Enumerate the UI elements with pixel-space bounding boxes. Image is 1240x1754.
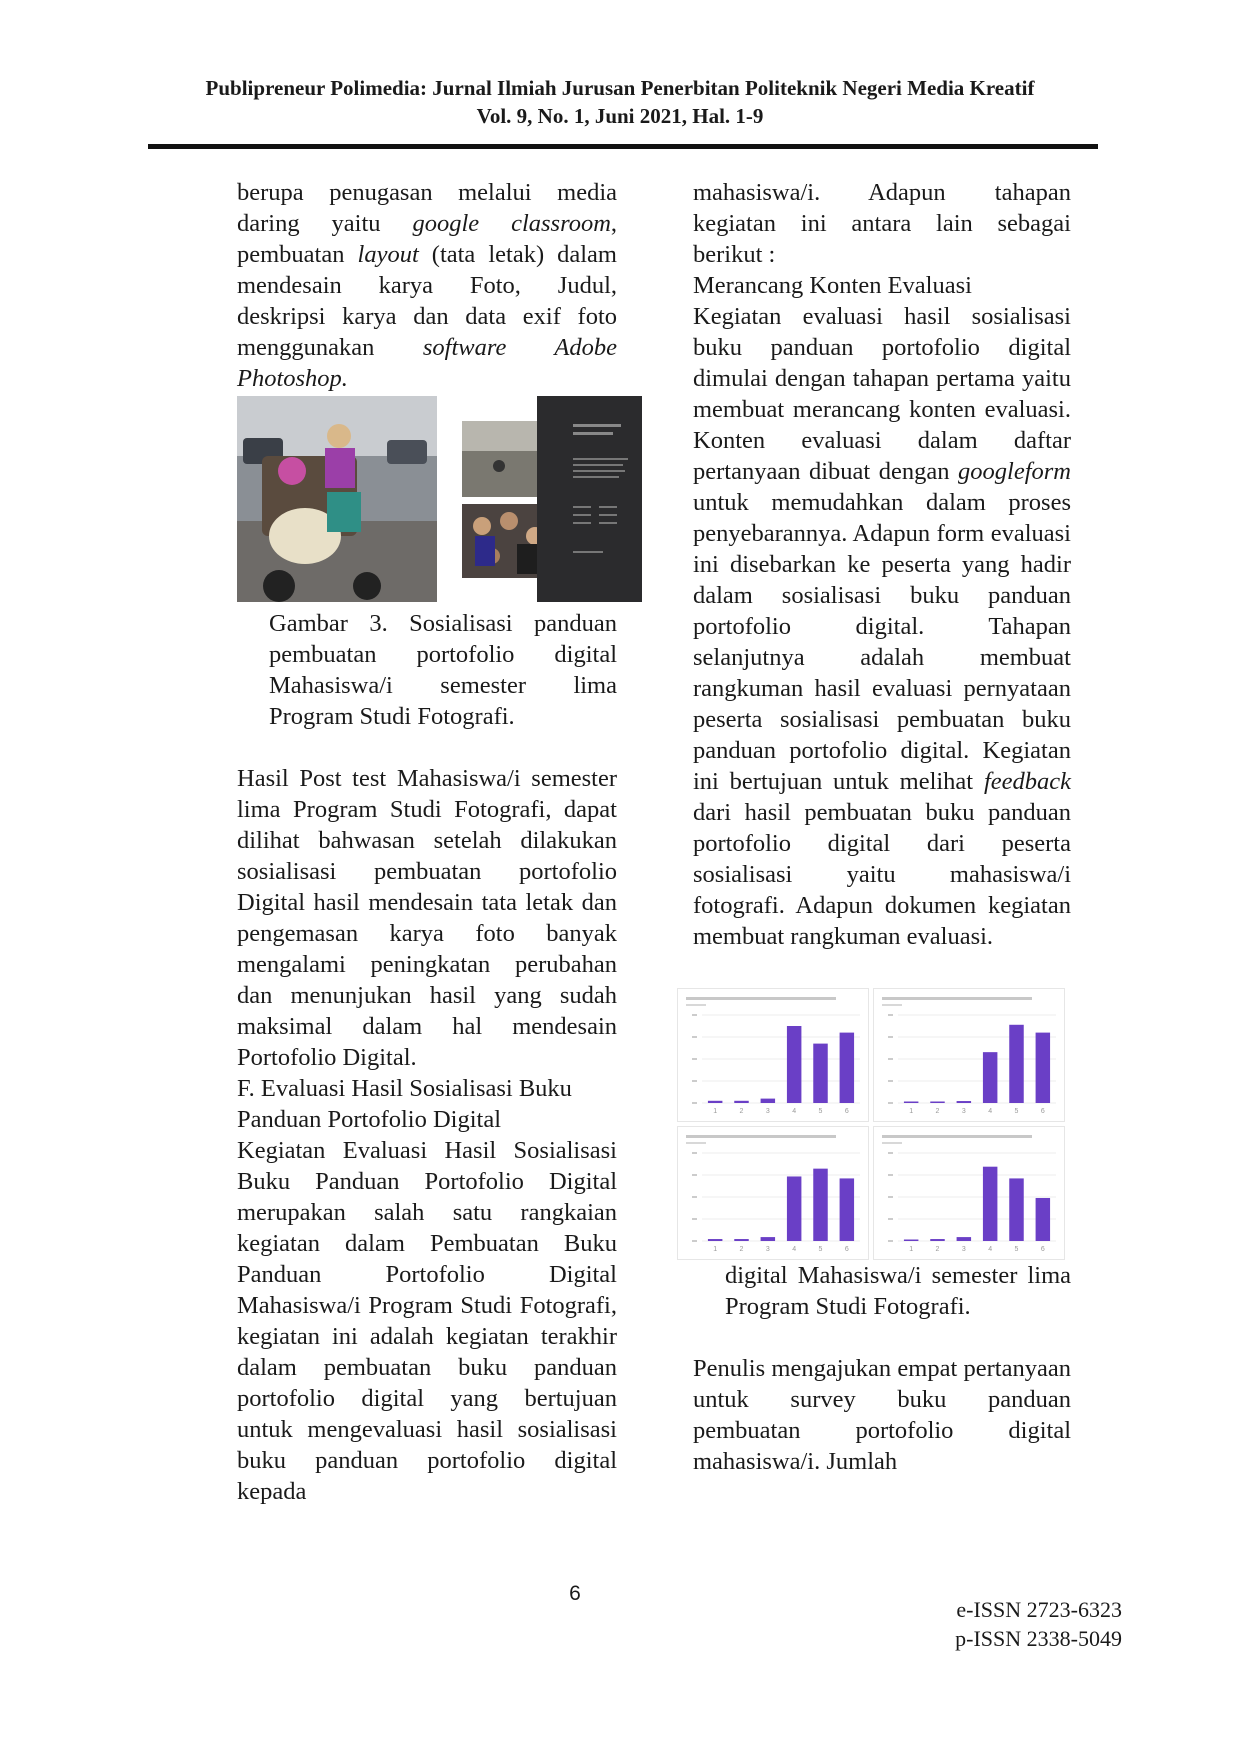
y-tick	[692, 1196, 697, 1198]
y-tick	[692, 1058, 697, 1060]
x-tick-label: 1	[713, 1108, 718, 1115]
journal-volume: Vol. 9, No. 1, Juni 2021, Hal. 1-9	[476, 104, 764, 128]
x-tick-label: 2	[935, 1246, 940, 1253]
x-tick-label: 1	[909, 1108, 914, 1115]
y-tick	[692, 1218, 697, 1220]
e-issn: e-ISSN 2723-6323	[956, 1597, 1122, 1622]
right-column	[693, 177, 1071, 1477]
y-tick	[692, 1152, 697, 1154]
x-tick-label: 5	[818, 1246, 823, 1253]
bar	[957, 1237, 971, 1241]
chart-subtitle-line	[686, 1142, 706, 1144]
bar-chart-1	[677, 988, 869, 1122]
bar	[930, 1102, 944, 1104]
chart-subtitle-line	[686, 1004, 706, 1006]
y-tick	[692, 1014, 697, 1016]
bar	[813, 1044, 827, 1103]
chart-subtitle-line	[882, 1142, 902, 1144]
y-tick	[888, 1058, 893, 1060]
bar	[840, 1033, 854, 1103]
y-tick	[888, 1174, 893, 1176]
figure-4-caption: digital Mahasiswa/i semester lima Program Studi Fotografi.	[725, 1262, 1071, 1320]
journal-title: Publipreneur Polimedia: Jurnal Ilmiah Jurusan Penerbitan Politeknik Negeri Media Kreatif	[205, 76, 1035, 100]
y-tick	[888, 1014, 893, 1016]
y-tick	[888, 1102, 893, 1104]
chart-question-line	[882, 997, 1032, 1000]
bar	[761, 1237, 775, 1241]
x-tick-label: 2	[935, 1108, 940, 1115]
y-tick	[888, 1196, 893, 1198]
y-tick	[888, 1218, 893, 1220]
x-tick-label: 1	[909, 1246, 914, 1253]
page-number: 6	[569, 1582, 581, 1605]
chart-question-line	[686, 997, 836, 1000]
x-tick-label: 3	[961, 1246, 966, 1253]
x-tick-label: 6	[1040, 1246, 1045, 1253]
bar	[708, 1239, 722, 1241]
bar	[813, 1169, 827, 1241]
x-tick-label: 1	[713, 1246, 718, 1253]
bar-chart-4	[873, 1126, 1065, 1260]
figure-3-photos	[237, 396, 642, 602]
x-tick-label: 6	[1040, 1108, 1045, 1115]
x-tick-label: 4	[792, 1246, 797, 1253]
right-paragraph-1: mahasiswa/i. Adapun tahapan kegiatan ini antara lain sebagai berikut :	[693, 179, 1071, 268]
x-tick-label: 2	[739, 1246, 744, 1253]
bar	[1009, 1025, 1023, 1103]
x-tick-label: 3	[961, 1108, 966, 1115]
section-heading-f: F. Evaluasi Hasil Sosialisasi Buku Panduan Portofolio Digital	[237, 1075, 572, 1133]
y-tick	[888, 1152, 893, 1154]
y-tick	[692, 1174, 697, 1176]
bar	[1036, 1198, 1050, 1241]
y-tick	[692, 1102, 697, 1104]
header-rule	[148, 144, 1098, 149]
chart-subtitle-line	[882, 1004, 902, 1006]
x-tick-label: 5	[818, 1108, 823, 1115]
bar	[734, 1239, 748, 1241]
bar	[734, 1101, 748, 1103]
bar	[983, 1167, 997, 1241]
bar	[1009, 1178, 1023, 1241]
x-tick-label: 6	[844, 1246, 849, 1253]
figure-4-charts	[677, 988, 1077, 1264]
left-paragraph-1: berupa penugasan melalui media daring yaitu google classroom, pembuatan layout (tata letak) dalam mendesain karya Foto, Judul, deskripsi karya dan data exif foto menggunakan software Adobe Photoshop.	[237, 179, 618, 392]
issn-block	[955, 1595, 1122, 1653]
x-tick-label: 5	[1014, 1108, 1019, 1115]
left-paragraph-2: Hasil Post test Mahasiswa/i semester lima Program Studi Fotografi, dapat dilihat bahwasan setelah dilakukan sosialisasi pembuatan portofolio Digital hasil mendesain tata letak dan pengemasan karya foto banyak mengalami peningkatan perubahan dan menunjukan hasil yang sudah maksimal dalam hal mendesain Portofolio Digital.	[237, 765, 617, 1071]
y-tick	[692, 1036, 697, 1038]
y-tick	[888, 1080, 893, 1082]
x-tick-label: 3	[765, 1108, 770, 1115]
chart-question-line	[882, 1135, 1032, 1138]
x-tick-label: 6	[844, 1108, 849, 1115]
bar	[983, 1052, 997, 1103]
bar	[761, 1099, 775, 1103]
bar	[957, 1101, 971, 1103]
x-tick-label: 3	[765, 1246, 770, 1253]
x-tick-label: 2	[739, 1108, 744, 1115]
bar	[787, 1176, 801, 1241]
chart-question-line	[686, 1135, 836, 1138]
journal-header	[0, 74, 1240, 130]
left-column	[237, 177, 617, 1507]
bar	[904, 1102, 918, 1104]
bar-chart-2	[873, 988, 1065, 1122]
bar	[1036, 1033, 1050, 1103]
x-tick-label: 4	[988, 1108, 993, 1115]
y-tick	[888, 1036, 893, 1038]
right-paragraph-3: Penulis mengajukan empat pertanyaan untuk survey buku panduan pembuatan portofolio digital mahasiswa/i. Jumlah	[693, 1355, 1071, 1475]
bar	[840, 1178, 854, 1241]
y-tick	[888, 1240, 893, 1242]
left-paragraph-3: Kegiatan Evaluasi Hasil Sosialisasi Buku Panduan Portofolio Digital merupakan salah satu rangkaian kegiatan dalam Pembuatan Buku Panduan Portofolio Digital Mahasiswa/i Program Studi Fotografi, kegiatan ini adalah kegiatan terakhir dalam pembuatan buku panduan portofolio digital yang bertujuan untuk mengevaluasi hasil sosialisasi buku panduan portofolio digital kepada	[237, 1137, 617, 1505]
x-tick-label: 5	[1014, 1246, 1019, 1253]
bar	[787, 1026, 801, 1103]
y-tick	[692, 1080, 697, 1082]
y-tick	[692, 1240, 697, 1242]
x-tick-label: 4	[792, 1108, 797, 1115]
right-paragraph-2: Kegiatan evaluasi hasil sosialisasi buku panduan portofolio digital dimulai dengan tahapan pertama yaitu membuat merancang konten evaluasi. Konten evaluasi dalam daftar pertanyaan dibuat dengan googleform untuk memudahkan dalam proses penyebarannya. Adapun form evaluasi ini disebarkan ke peserta yang hadir dalam sosialisasi buku panduan portofolio digital. Tahapan selanjutnya adalah membuat rangkuman hasil evaluasi pernyataan peserta sosialisasi pembuatan buku panduan portofolio digital. Kegiatan ini bertujuan untuk melihat feedback dari hasil pembuatan buku panduan portofolio digital dari peserta sosialisasi yaitu mahasiswa/i fotografi. Adapun dokumen kegiatan membuat rangkuman evaluasi.	[693, 303, 1071, 950]
x-tick-label: 4	[988, 1246, 993, 1253]
p-issn: p-ISSN 2338-5049	[955, 1626, 1122, 1651]
bar	[930, 1239, 944, 1241]
subheading-merancang: Merancang Konten Evaluasi	[693, 272, 972, 299]
figure-3-caption: Gambar 3. Sosialisasi panduan pembuatan portofolio digital Mahasiswa/i semester lima Program Studi Fotografi.	[269, 610, 617, 730]
bar	[708, 1101, 722, 1103]
bar	[904, 1240, 918, 1242]
bar-chart-3	[677, 1126, 869, 1260]
